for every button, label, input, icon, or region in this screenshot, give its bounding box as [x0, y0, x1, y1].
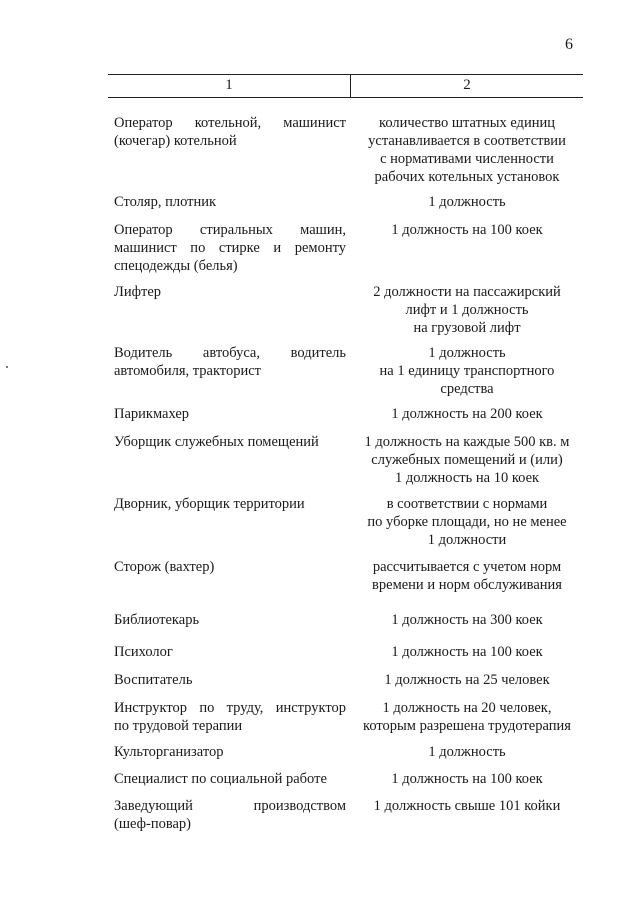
norm-text-line: рассчитывается с учетом норм — [372, 559, 562, 575]
norm-text-line: с нормативами численности — [380, 151, 554, 167]
norm-text-line: устанавливается в соответствии — [368, 133, 566, 149]
position-text-line: Водитель автобуса, водитель — [114, 345, 346, 361]
norm-text-line: 1 должность на 300 коек — [391, 612, 543, 628]
position-text-line: Культорганизатор — [114, 744, 224, 760]
position-text-line: по трудовой терапии — [114, 718, 243, 734]
norm-text-line: средства — [440, 381, 494, 397]
position-text-line: Парикмахер — [114, 406, 190, 422]
position-text-line: Сторож (вахтер) — [114, 559, 215, 575]
position-text-line: (кочегар) котельной — [114, 133, 237, 149]
norm-text-line: 2 должности на пассажирский — [373, 284, 561, 300]
table-header — [108, 74, 583, 98]
norm-text-line: 1 должность на 10 коек — [394, 470, 540, 486]
position-text-line: (шеф-повар) — [114, 816, 192, 832]
norm-text-line: рабочих котельных установок — [374, 169, 560, 185]
page-number: 6 — [565, 36, 573, 53]
norm-text-line: в соответствии с нормами — [386, 496, 548, 512]
norm-text-line: 1 должность на 20 человек, — [382, 700, 552, 716]
position-text-line: Специалист по социальной работе — [114, 771, 327, 787]
norm-text-line: 1 должность на 100 коек — [391, 644, 543, 660]
norm-text-line: на 1 единицу транспортного — [379, 363, 555, 379]
norm-text-line: 1 должность на каждые 500 кв. м — [364, 434, 570, 450]
norm-text-line: служебных помещений и (или) — [371, 452, 563, 468]
norm-text-line: лифт и 1 должность — [405, 302, 529, 318]
norm-text-line: 1 должность на 25 человек — [384, 672, 550, 688]
position-text-line: Оператор котельной, машинист — [114, 115, 346, 131]
norm-text-line: количество штатных единиц — [379, 115, 555, 131]
norm-text-line: 1 должность на 100 коек — [391, 222, 543, 238]
norm-text-line: по уборке площади, но не менее — [367, 514, 567, 530]
position-text-line: Воспитатель — [114, 672, 193, 688]
norm-text-line: 1 должность — [428, 744, 506, 760]
position-text-line: машинист по стирке и ремонту — [114, 240, 346, 256]
position-text-line: Уборщик служебных помещений — [114, 434, 319, 450]
norm-text-line: 1 должность — [428, 345, 506, 361]
position-text-line: спецодежды (белья) — [114, 258, 238, 274]
position-text-line: Инструктор по труду, инструктор — [114, 700, 346, 716]
position-text-line: Лифтер — [114, 284, 162, 300]
position-text-line: автомобиля, тракторист — [114, 363, 261, 379]
margin-mark — [6, 366, 8, 368]
norm-text-line: времени и норм обслуживания — [372, 577, 562, 593]
norm-text-line: 1 должность свыше 101 койки — [373, 798, 561, 814]
column-header-1: 1 — [225, 77, 233, 93]
norm-text-line: 1 должность на 100 коек — [391, 771, 543, 787]
position-text-line: Оператор стиральных машин, — [114, 222, 346, 238]
norm-text-line: на грузовой лифт — [413, 320, 521, 336]
position-text-line: Заведующий производством — [114, 798, 346, 814]
norm-text-line: 1 должности — [427, 532, 507, 548]
column-header-2: 2 — [463, 77, 471, 93]
position-text-line: Психолог — [114, 644, 173, 660]
position-text-line: Дворник, уборщик территории — [114, 496, 305, 512]
position-text-line: Столяр, плотник — [114, 194, 217, 210]
norm-text-line: 1 должность на 200 коек — [391, 406, 543, 422]
norm-text-line: которым разрешена трудотерапия — [363, 718, 571, 734]
norm-text-line: 1 должность — [428, 194, 506, 210]
position-text-line: Библиотекарь — [114, 612, 200, 628]
